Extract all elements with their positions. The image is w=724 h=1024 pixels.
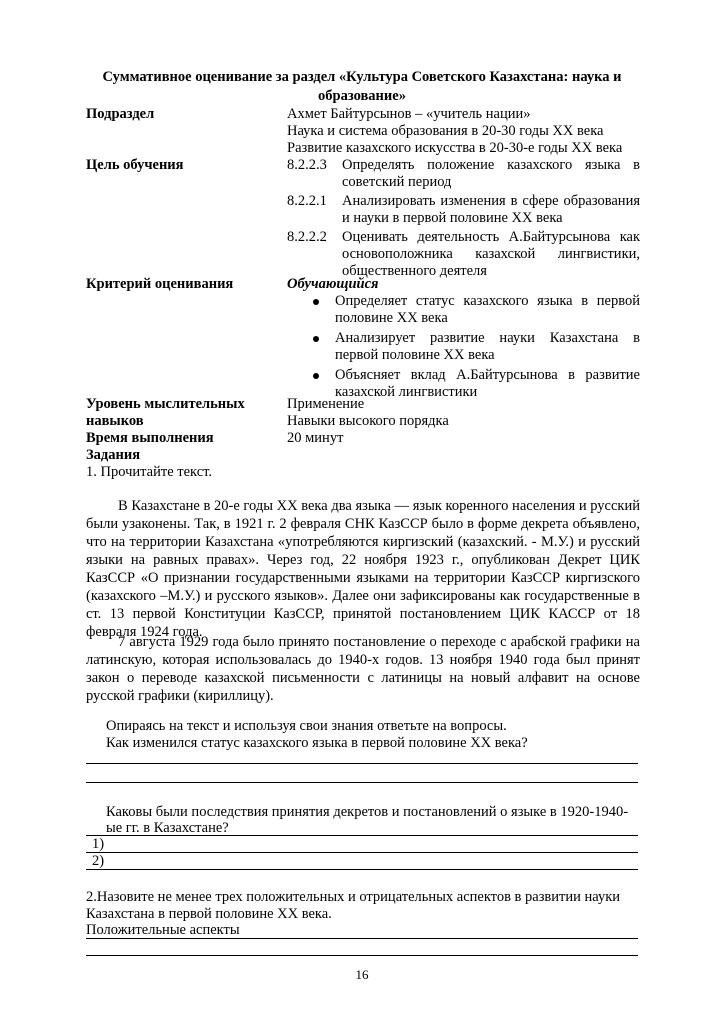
- task-2-line-2: Казахстана в первой половине XX века.: [86, 906, 332, 922]
- answer-line: [86, 869, 638, 870]
- subsection-label: Подраздел: [86, 106, 155, 122]
- criteria-heading: Обучающийся: [287, 276, 379, 292]
- answer-line: [86, 955, 638, 956]
- skills-label: Уровень мыслительных навыков: [86, 396, 245, 429]
- text-paragraph-1: В Казахстане в 20-е годы XX века два языка — язык коренного населения и русский были узаконены. Так, в 1921 г. 2 февраля СНК КазССР было в форме декрета объявлено, что на территории Казахстана «употребляются киргизский (казахский. - М.У.) и русский языки на равных правах». Через год, 22 ноября 1923 г., опубликован Декрет ЦИК КазССР «О признании государственными языками на территории КазССР киргизского (казахского –М.У.) и русского языков». Далее они зафиксированы как государственные в ст. 13 первой Конституции КазССР, принятой постановлением ЦИК КАССР от 18 февраля 1924 года.: [86, 498, 640, 640]
- bullet-icon: [313, 336, 319, 342]
- answer-line: [86, 782, 638, 783]
- criteria-item: Анализирует развитие науки Казахстана в первой половине XX века: [287, 330, 640, 364]
- goal-item: [287, 229, 640, 280]
- subsection-item: Развитие казахского искусства в 20-30-е годы XX века: [287, 140, 623, 156]
- goal-text: Определять положение казахского языка в советский период: [342, 157, 640, 190]
- subsection-values: [287, 106, 640, 157]
- answer-line: [86, 835, 638, 836]
- question-1: Как изменился статус казахского языка в первой половине XX века?: [106, 735, 528, 751]
- task1-instruction: 1. Прочитайте текст.: [86, 464, 213, 480]
- title-line-1: Суммативное оценивание за раздел «Культура Советского Казахстана: наука и: [102, 69, 622, 85]
- answer-item-1: 1): [92, 836, 105, 852]
- subsection-item: Наука и система образования в 20-30 годы XX века: [287, 123, 604, 139]
- answer-item-2: 2): [92, 853, 105, 869]
- criteria-label: Критерий оценивания: [86, 276, 234, 292]
- bullet-icon: [313, 299, 319, 305]
- positive-aspects-label: Положительные аспекты: [86, 922, 240, 938]
- question-2-line-1: Каковы были последствия принятия декретов и постановлений о языке в 1920-1940-: [106, 804, 629, 820]
- bullet-icon: [313, 373, 319, 379]
- title-line-2: образование»: [318, 88, 406, 104]
- tasks-label: Задания: [86, 447, 141, 463]
- criteria-list: [287, 293, 640, 401]
- answer-line: [86, 763, 638, 764]
- criteria-item: Определяет статус казахского языка в первой половине XX века: [287, 293, 640, 327]
- goals-list: [287, 157, 640, 282]
- time-label: Время выполнения: [86, 430, 214, 446]
- document-title: [86, 68, 638, 106]
- question-2-line-2: ые гг. в Казахстане?: [106, 820, 229, 836]
- time-value: 20 минут: [287, 430, 344, 446]
- subsection-item: Ахмет Байтурсынов – «учитель нации»: [287, 106, 531, 122]
- goal-text: Анализировать изменения в сфере образования и науки в первой половине XX века: [342, 193, 640, 226]
- criteria-block: [287, 276, 640, 404]
- skills-value: Применение: [287, 396, 365, 412]
- goals-label: Цель обучения: [86, 157, 184, 173]
- goal-text: Оценивать деятельность А.Байтурсынова как основоположника казахской лингвистики, общественного деятеля: [342, 229, 640, 279]
- goal-code: 8.2.2.2: [287, 229, 327, 245]
- answer-line: [86, 852, 638, 853]
- answer-line: [86, 938, 638, 939]
- skills-value: Навыки высокого порядка: [287, 413, 449, 429]
- goal-code: 8.2.2.3: [287, 157, 327, 173]
- goal-code: 8.2.2.1: [287, 193, 327, 209]
- text-paragraph-2: 7 августа 1929 года было принято постановление о переходе с арабской графики на латинскую, которая использовалась до 1940-х годов. 13 ноября 1940 года был принят закон о переводе казахской письменности с латиницы на новый алфавит на основе русской графики (кириллицу).: [86, 634, 640, 704]
- criteria-item: Объясняет вклад А.Байтурсынова в развитие казахской лингвистики: [287, 367, 640, 401]
- skills-values: [287, 396, 640, 430]
- task-2-line-1: 2.Назовите не менее трех положительных и отрицательных аспектов в развитии науки: [86, 889, 621, 905]
- page-number: 16: [355, 967, 369, 982]
- goal-item: [287, 193, 640, 227]
- goal-item: [287, 157, 640, 191]
- question-intro: Опираясь на текст и используя свои знания ответьте на вопросы.: [106, 718, 507, 734]
